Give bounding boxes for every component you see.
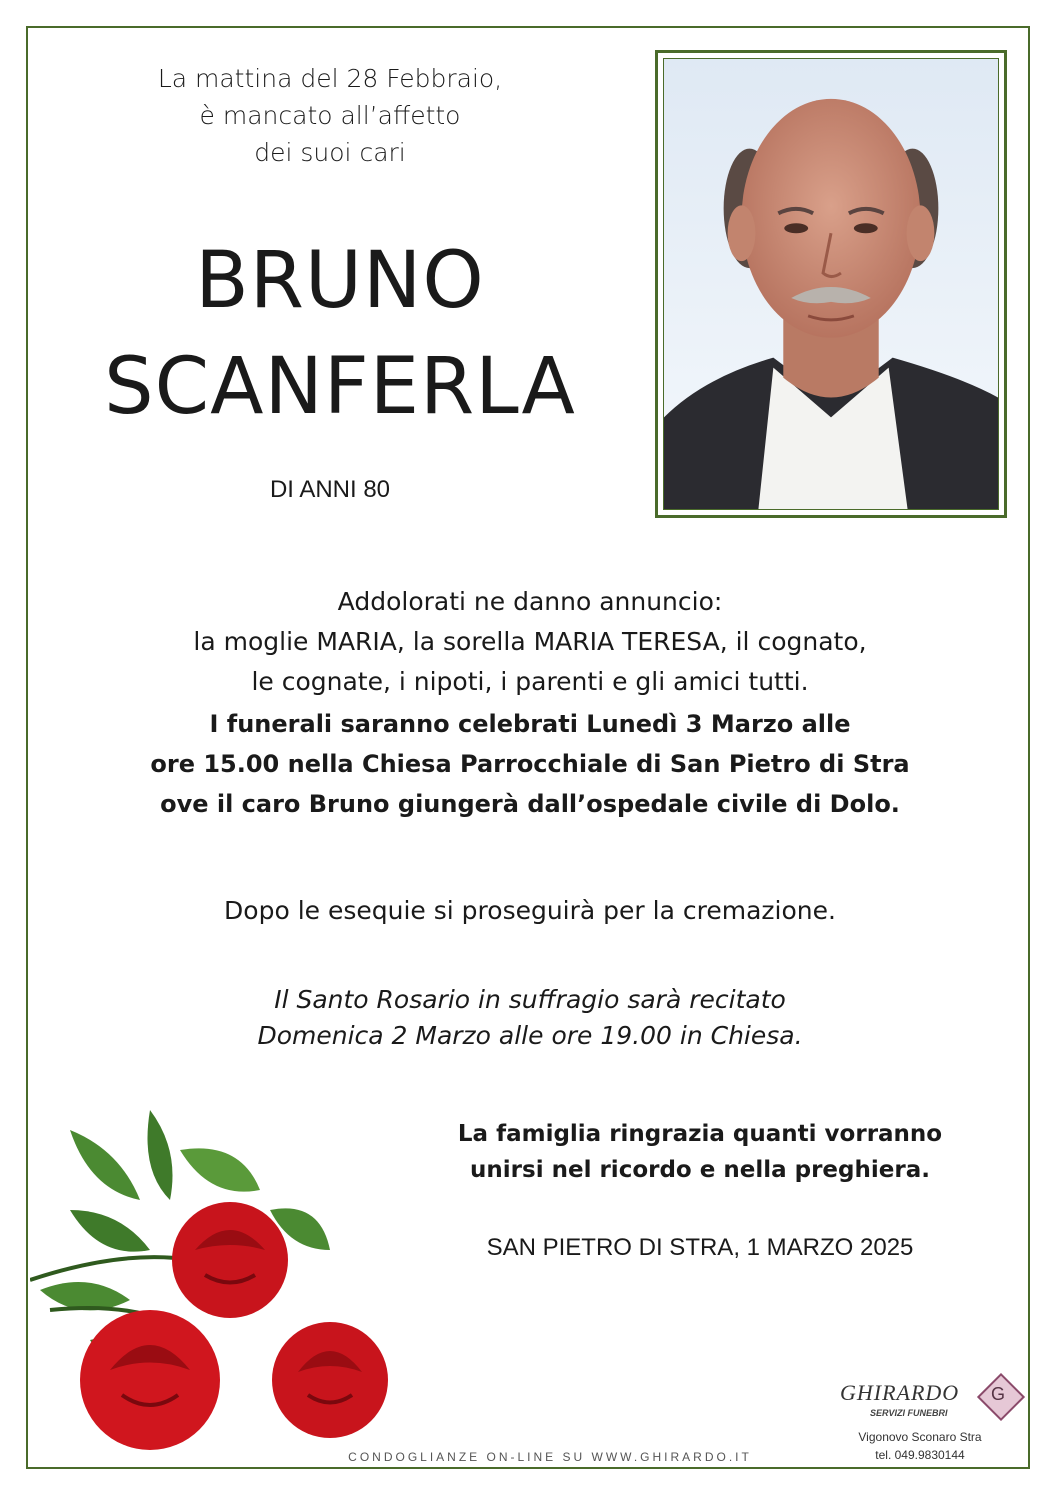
- deceased-last-name: SCANFERLA: [104, 342, 576, 432]
- funeral-home-phone: tel. 049.9830144: [875, 1448, 965, 1462]
- thanks-line: unirsi nel ricordo e nella preghiera.: [470, 1157, 930, 1183]
- announcement-line: Addolorati ne danno annuncio:: [337, 587, 723, 616]
- logo-subtitle: SERVIZI FUNEBRI: [870, 1408, 948, 1418]
- funeral-line: ore 15.00 nella Chiesa Parrocchiale di San Pietro di Stra: [150, 750, 910, 778]
- intro-line: dei suoi cari: [254, 138, 406, 167]
- rosary-note: [120, 982, 940, 1054]
- portrait-photo: [655, 50, 1007, 518]
- announcement: [120, 582, 940, 702]
- intro-text: [120, 60, 540, 171]
- thanks-line: La famiglia ringrazia quanti vorranno: [457, 1121, 943, 1147]
- roses-illustration: [30, 1090, 410, 1470]
- family-thanks: [420, 1116, 980, 1188]
- funeral-home-logo: [830, 1374, 1030, 1434]
- rosary-line: Il Santo Rosario in suffragio sarà recitato: [274, 985, 786, 1014]
- rosary-line: Domenica 2 Marzo alle ore 19.00 in Chiesa.: [257, 1021, 803, 1050]
- announcement-line: le cognate, i nipoti, i parenti e gli amici tutti.: [251, 667, 809, 696]
- announcement-line: la moglie MARIA, la sorella MARIA TERESA, il cognato,: [193, 627, 867, 656]
- intro-line: è mancato all’affetto: [199, 101, 461, 130]
- place-and-date: SAN PIETRO DI STRA, 1 MARZO 2025: [486, 1234, 914, 1261]
- condolences-website: CONDOGLIANZE ON-LINE SU WWW.GHIRARDO.IT: [348, 1450, 752, 1464]
- intro-line: La mattina del 28 Febbraio,: [157, 64, 503, 93]
- logo-name: GHIRARDO: [840, 1380, 960, 1405]
- funeral-line: ove il caro Bruno giungerà dall’ospedale civile di Dolo.: [160, 790, 900, 818]
- funeral-line: I funerali saranno celebrati Lunedì 3 Marzo alle: [209, 710, 851, 738]
- deceased-first-name: BRUNO: [195, 236, 485, 326]
- funeral-details: [90, 704, 970, 824]
- logo-letter: G: [991, 1384, 1006, 1404]
- deceased-age: DI ANNI 80: [269, 476, 391, 503]
- funeral-home-address: Vigonovo Sconaro Stra: [858, 1430, 982, 1444]
- cremation-note: Dopo le esequie si proseguirà per la cremazione.: [224, 896, 836, 925]
- funeral-home-contact: [815, 1428, 1025, 1464]
- portrait-image: [664, 59, 998, 509]
